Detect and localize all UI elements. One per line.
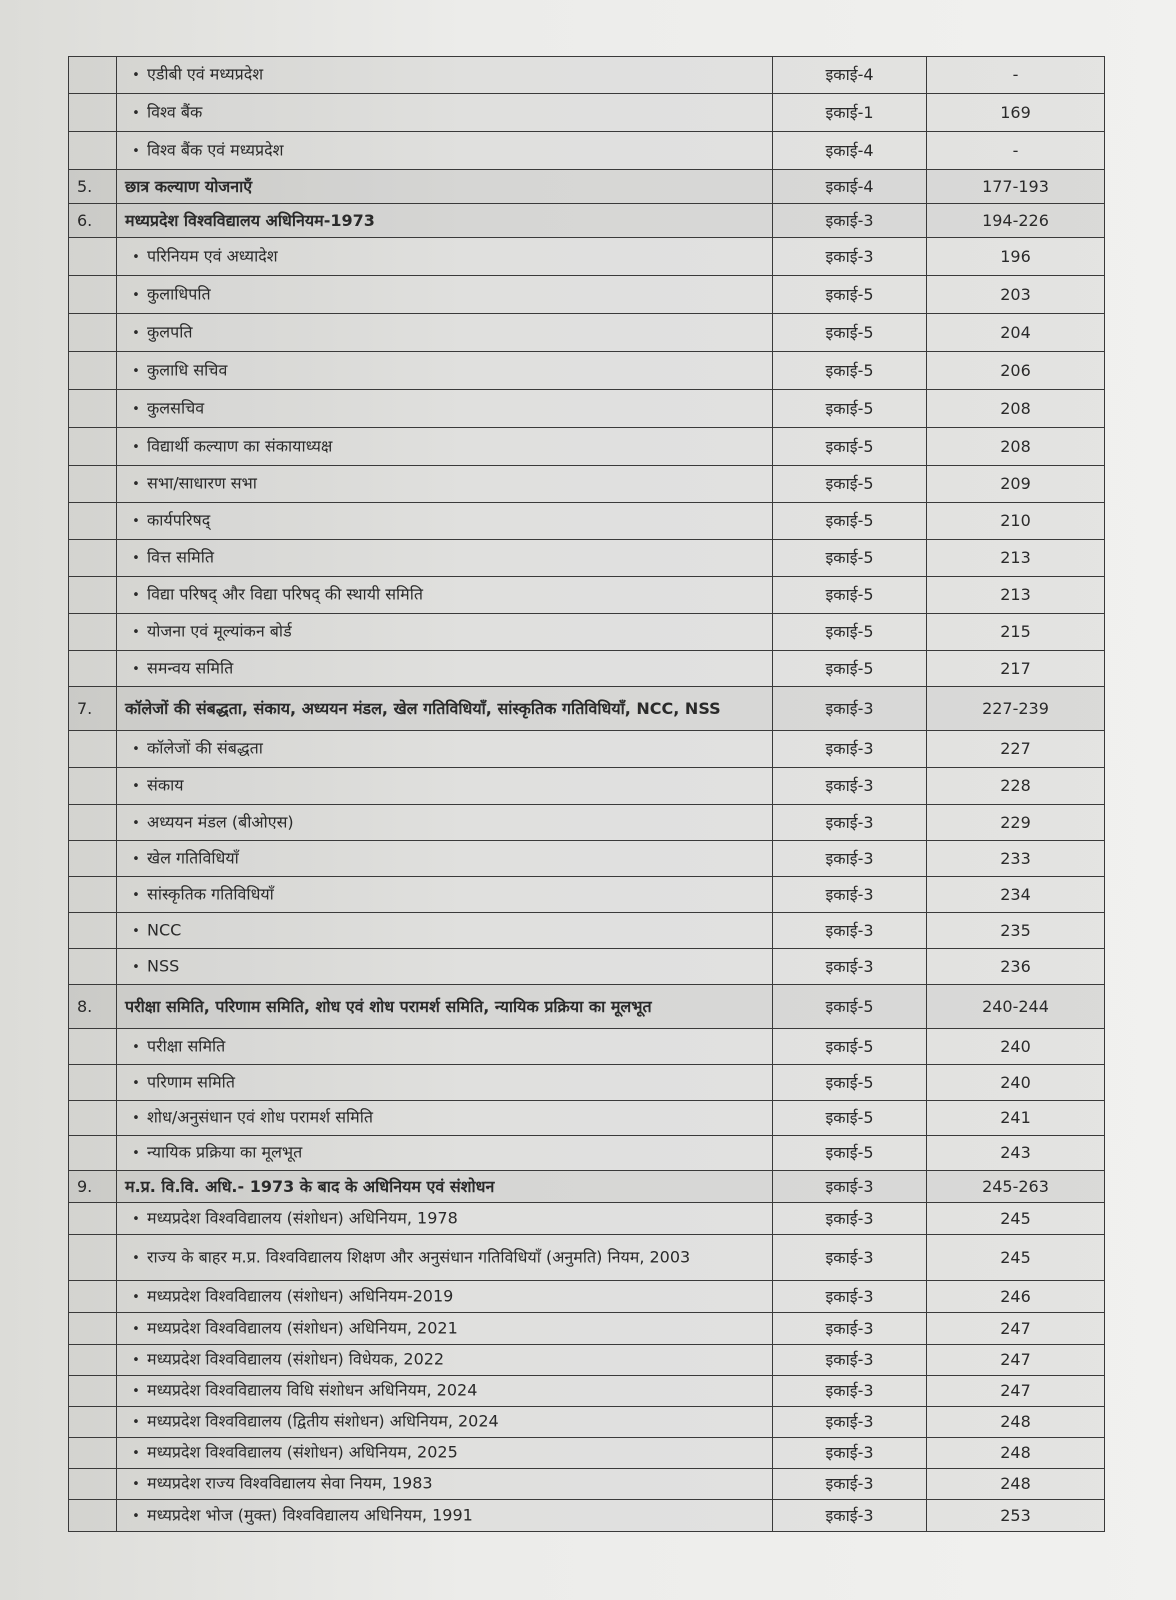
chapter-number bbox=[69, 1345, 117, 1376]
unit-label: इकाई-3 bbox=[773, 949, 927, 985]
chapter-number bbox=[69, 1136, 117, 1171]
subtopic-title bbox=[117, 540, 773, 577]
topic-text: मध्यप्रदेश भोज (मुक्त) विश्वविद्यालय अधिनियम, 1991 bbox=[147, 1505, 473, 1524]
unit-label: इकाई-3 bbox=[773, 805, 927, 841]
topic-text: विश्व बैंक एवं मध्यप्रदेश bbox=[147, 140, 284, 159]
page-number: 253 bbox=[927, 1500, 1105, 1532]
unit-label: इकाई-4 bbox=[773, 132, 927, 170]
subtopic-row bbox=[69, 540, 1105, 577]
topic-text: राज्य के बाहर म.प्र. विश्वविद्यालय शिक्षण और अनुसंधान गतिविधियाँ (अनुमति) नियम, 2003 bbox=[147, 1247, 691, 1266]
topic-text: मध्यप्रदेश विश्वविद्यालय (द्वितीय संशोधन) अधिनियम, 2024 bbox=[147, 1411, 499, 1431]
subtopic-row bbox=[69, 1469, 1105, 1500]
topic-text: NSS bbox=[147, 956, 180, 975]
unit-label: इकाई-3 bbox=[773, 1438, 927, 1469]
unit-label: इकाई-5 bbox=[773, 352, 927, 390]
chapter-number bbox=[69, 949, 117, 985]
subtopic-title bbox=[117, 805, 773, 841]
unit-label: इकाई-5 bbox=[773, 1101, 927, 1136]
chapter-number bbox=[69, 132, 117, 170]
subtopic-row bbox=[69, 841, 1105, 877]
bullet-icon: • bbox=[132, 514, 140, 529]
subtopic-row bbox=[69, 132, 1105, 170]
topic-text: मध्यप्रदेश विश्वविद्यालय विधि संशोधन अधिनियम, 2024 bbox=[147, 1380, 478, 1400]
subtopic-title bbox=[117, 1469, 773, 1500]
bullet-icon: • bbox=[132, 477, 140, 492]
page-number: 213 bbox=[927, 540, 1105, 577]
topic-text: परीक्षा समिति, परिणाम समिति, शोध एवं शोध परामर्श समिति, न्यायिक प्रक्रिया का मूलभूत bbox=[125, 996, 652, 1016]
unit-label: इकाई-5 bbox=[773, 466, 927, 503]
subtopic-title bbox=[117, 1407, 773, 1438]
chapter-number bbox=[69, 768, 117, 805]
chapter-number bbox=[69, 1203, 117, 1235]
chapter-row bbox=[69, 170, 1105, 204]
subtopic-row bbox=[69, 57, 1105, 94]
subtopic-row bbox=[69, 390, 1105, 428]
bullet-icon: • bbox=[132, 959, 140, 975]
page-number: 236 bbox=[927, 949, 1105, 985]
unit-label: इकाई-5 bbox=[773, 276, 927, 314]
unit-label: इकाई-3 bbox=[773, 841, 927, 877]
topic-text: कॉलेजों की संबद्धता bbox=[147, 738, 263, 758]
unit-label: इकाई-5 bbox=[773, 314, 927, 352]
subtopic-row bbox=[69, 1101, 1105, 1136]
subtopic-title bbox=[117, 614, 773, 651]
subtopic-title bbox=[117, 1376, 773, 1407]
chapter-number bbox=[69, 1235, 117, 1281]
unit-label: इकाई-3 bbox=[773, 1345, 927, 1376]
unit-label: इकाई-3 bbox=[773, 877, 927, 913]
topic-text: समन्वय समिति bbox=[147, 658, 234, 677]
chapter-number bbox=[69, 913, 117, 949]
chapter-number bbox=[69, 805, 117, 841]
subtopic-title bbox=[117, 390, 773, 428]
page-number: 209 bbox=[927, 466, 1105, 503]
bullet-icon: • bbox=[132, 401, 140, 417]
page-number: 210 bbox=[927, 503, 1105, 540]
unit-label: इकाई-3 bbox=[773, 238, 927, 276]
subtopic-title bbox=[117, 577, 773, 614]
unit-label: इकाई-5 bbox=[773, 651, 927, 687]
subtopic-row bbox=[69, 1376, 1105, 1407]
page-number: 248 bbox=[927, 1469, 1105, 1500]
bullet-icon: • bbox=[132, 1250, 140, 1266]
bullet-icon: • bbox=[132, 887, 140, 903]
topic-text: शोध/अनुसंधान एवं शोध परामर्श समिति bbox=[147, 1107, 374, 1127]
subtopic-row bbox=[69, 1313, 1105, 1345]
topic-text: खेल गतिविधियाँ bbox=[147, 848, 239, 867]
bullet-icon: • bbox=[132, 325, 140, 341]
unit-label: इकाई-3 bbox=[773, 1281, 927, 1313]
unit-label: इकाई-3 bbox=[773, 1500, 927, 1532]
page-number: 208 bbox=[927, 390, 1105, 428]
subtopic-title bbox=[117, 768, 773, 805]
unit-label: इकाई-3 bbox=[773, 204, 927, 238]
page-number: 247 bbox=[927, 1345, 1105, 1376]
unit-label: इकाई-3 bbox=[773, 1313, 927, 1345]
topic-text: कुलाधिपति bbox=[147, 284, 211, 303]
page-number: 235 bbox=[927, 913, 1105, 949]
bullet-icon: • bbox=[132, 661, 140, 677]
topic-text: न्यायिक प्रक्रिया का मूलभूत bbox=[147, 1142, 303, 1162]
bullet-icon: • bbox=[132, 1211, 140, 1227]
subtopic-title bbox=[117, 314, 773, 352]
subtopic-title bbox=[117, 1500, 773, 1532]
page-number: 241 bbox=[927, 1101, 1105, 1136]
unit-label: इकाई-4 bbox=[773, 57, 927, 94]
chapter-row bbox=[69, 204, 1105, 238]
unit-label: इकाई-3 bbox=[773, 1376, 927, 1407]
bullet-icon: • bbox=[132, 1146, 140, 1161]
subtopic-row bbox=[69, 1203, 1105, 1235]
subtopic-row bbox=[69, 1235, 1105, 1281]
subtopic-title bbox=[117, 1235, 773, 1281]
subtopic-row bbox=[69, 503, 1105, 540]
contents-table bbox=[68, 56, 1105, 1532]
subtopic-row bbox=[69, 651, 1105, 687]
chapter-number bbox=[69, 1313, 117, 1345]
chapter-number bbox=[69, 841, 117, 877]
subtopic-row bbox=[69, 94, 1105, 132]
subtopic-row bbox=[69, 314, 1105, 352]
chapter-number bbox=[69, 466, 117, 503]
topic-text: छात्र कल्याण योजनाएँ bbox=[125, 176, 253, 196]
unit-label: इकाई-5 bbox=[773, 1065, 927, 1101]
chapter-number bbox=[69, 540, 117, 577]
page-number: 245-263 bbox=[927, 1171, 1105, 1203]
topic-text: कार्यपरिषद् bbox=[147, 510, 211, 530]
topic-text: मध्यप्रदेश विश्वविद्यालय अधिनियम-1973 bbox=[125, 210, 375, 230]
subtopic-title bbox=[117, 1136, 773, 1171]
chapter-number: 6. bbox=[69, 204, 117, 238]
bullet-icon: • bbox=[132, 779, 140, 794]
subtopic-title bbox=[117, 731, 773, 768]
subtopic-title bbox=[117, 949, 773, 985]
topic-text: NCC bbox=[147, 920, 182, 939]
page-number: 169 bbox=[927, 94, 1105, 132]
subtopic-row bbox=[69, 731, 1105, 768]
page-number: 247 bbox=[927, 1313, 1105, 1345]
chapter-number bbox=[69, 1376, 117, 1407]
page-number: 227-239 bbox=[927, 687, 1105, 731]
topic-text: परिनियम एवं अध्यादेश bbox=[147, 246, 278, 265]
chapter-title bbox=[117, 204, 773, 238]
bullet-icon: • bbox=[132, 551, 140, 566]
subtopic-title bbox=[117, 94, 773, 132]
subtopic-title bbox=[117, 352, 773, 390]
bullet-icon: • bbox=[132, 742, 140, 757]
bullet-icon: • bbox=[132, 851, 140, 867]
topic-text: परीक्षा समिति bbox=[147, 1036, 226, 1055]
page-number: 196 bbox=[927, 238, 1105, 276]
bullet-icon: • bbox=[132, 1446, 140, 1461]
page-number: 208 bbox=[927, 428, 1105, 466]
page-number: 233 bbox=[927, 841, 1105, 877]
chapter-number bbox=[69, 57, 117, 94]
subtopic-title bbox=[117, 503, 773, 540]
subtopic-row bbox=[69, 238, 1105, 276]
topic-text: अध्ययन मंडल (बीओएस) bbox=[147, 812, 294, 831]
page-number: 215 bbox=[927, 614, 1105, 651]
subtopic-title bbox=[117, 428, 773, 466]
topic-text: परिणाम समिति bbox=[147, 1072, 235, 1091]
page-number: 246 bbox=[927, 1281, 1105, 1313]
unit-label: इकाई-3 bbox=[773, 768, 927, 805]
bullet-icon: • bbox=[132, 1384, 140, 1399]
bullet-icon: • bbox=[132, 1477, 140, 1492]
unit-label: इकाई-3 bbox=[773, 1469, 927, 1500]
page-number: 229 bbox=[927, 805, 1105, 841]
subtopic-row bbox=[69, 352, 1105, 390]
chapter-number bbox=[69, 1469, 117, 1500]
topic-text: वित्त समिति bbox=[147, 547, 214, 567]
page-number: 194-226 bbox=[927, 204, 1105, 238]
chapter-number bbox=[69, 651, 117, 687]
subtopic-title bbox=[117, 1281, 773, 1313]
chapter-number bbox=[69, 614, 117, 651]
topic-text: मध्यप्रदेश विश्वविद्यालय (संशोधन) अधिनियम, 2021 bbox=[147, 1318, 458, 1337]
subtopic-row bbox=[69, 877, 1105, 913]
chapter-number bbox=[69, 731, 117, 768]
subtopic-title bbox=[117, 238, 773, 276]
chapter-title bbox=[117, 687, 773, 731]
chapter-number bbox=[69, 276, 117, 314]
unit-label: इकाई-5 bbox=[773, 1029, 927, 1065]
page-number: 177-193 bbox=[927, 170, 1105, 204]
chapter-title bbox=[117, 170, 773, 204]
subtopic-row bbox=[69, 1345, 1105, 1376]
unit-label: इकाई-3 bbox=[773, 731, 927, 768]
subtopic-title bbox=[117, 651, 773, 687]
bullet-icon: • bbox=[132, 1289, 140, 1305]
bullet-icon: • bbox=[132, 68, 140, 83]
topic-text: योजना एवं मूल्यांकन बोर्ड bbox=[147, 621, 292, 641]
unit-label: इकाई-3 bbox=[773, 1407, 927, 1438]
page-number: 217 bbox=[927, 651, 1105, 687]
unit-label: इकाई-3 bbox=[773, 687, 927, 731]
page-number: 245 bbox=[927, 1235, 1105, 1281]
topic-text: कॉलेजों की संबद्धता, संकाय, अध्ययन मंडल, खेल गतिविधियाँ, सांस्कृतिक गतिविधियाँ, NCC, NSS bbox=[125, 698, 721, 718]
subtopic-row bbox=[69, 1136, 1105, 1171]
bullet-icon: • bbox=[132, 1508, 140, 1524]
unit-label: इकाई-4 bbox=[773, 170, 927, 204]
bullet-icon: • bbox=[132, 105, 140, 121]
page-number: 240 bbox=[927, 1065, 1105, 1101]
topic-text: कुलसचिव bbox=[147, 398, 205, 417]
subtopic-row bbox=[69, 577, 1105, 614]
subtopic-row bbox=[69, 949, 1105, 985]
page-number: 203 bbox=[927, 276, 1105, 314]
bullet-icon: • bbox=[132, 287, 140, 303]
bullet-icon: • bbox=[132, 363, 140, 379]
subtopic-row bbox=[69, 1438, 1105, 1469]
unit-label: इकाई-5 bbox=[773, 428, 927, 466]
subtopic-row bbox=[69, 1500, 1105, 1532]
bullet-icon: • bbox=[132, 1039, 140, 1055]
topic-text: विद्यार्थी कल्याण का संकायाध्यक्ष bbox=[147, 436, 333, 455]
subtopic-row bbox=[69, 768, 1105, 805]
chapter-row bbox=[69, 1171, 1105, 1203]
subtopic-title bbox=[117, 1313, 773, 1345]
subtopic-row bbox=[69, 428, 1105, 466]
topic-text: सभा/साधारण सभा bbox=[147, 473, 257, 493]
page-number: 228 bbox=[927, 768, 1105, 805]
bullet-icon: • bbox=[132, 1321, 140, 1337]
subtopic-row bbox=[69, 805, 1105, 841]
bullet-icon: • bbox=[132, 143, 140, 159]
subtopic-title bbox=[117, 57, 773, 94]
chapter-title bbox=[117, 1171, 773, 1203]
page-number: 227 bbox=[927, 731, 1105, 768]
bullet-icon: • bbox=[132, 923, 140, 939]
bullet-icon: • bbox=[132, 815, 140, 831]
subtopic-title bbox=[117, 841, 773, 877]
chapter-number bbox=[69, 1029, 117, 1065]
chapter-number bbox=[69, 877, 117, 913]
subtopic-row bbox=[69, 466, 1105, 503]
unit-label: इकाई-5 bbox=[773, 614, 927, 651]
bullet-icon: • bbox=[132, 439, 140, 455]
topic-text: संकाय bbox=[147, 775, 184, 795]
page-number: 234 bbox=[927, 877, 1105, 913]
subtopic-title bbox=[117, 913, 773, 949]
subtopic-title bbox=[117, 132, 773, 170]
page-number: - bbox=[927, 57, 1105, 94]
chapter-number bbox=[69, 1500, 117, 1532]
page-number: 213 bbox=[927, 577, 1105, 614]
subtopic-title bbox=[117, 276, 773, 314]
page-number: 245 bbox=[927, 1203, 1105, 1235]
subtopic-row bbox=[69, 913, 1105, 949]
bullet-icon: • bbox=[132, 588, 140, 603]
chapter-number bbox=[69, 390, 117, 428]
unit-label: इकाई-3 bbox=[773, 1235, 927, 1281]
subtopic-row bbox=[69, 1281, 1105, 1313]
chapter-number bbox=[69, 1065, 117, 1101]
subtopic-title bbox=[117, 1438, 773, 1469]
topic-text: सांस्कृतिक गतिविधियाँ bbox=[147, 884, 274, 903]
subtopic-title bbox=[117, 1029, 773, 1065]
page-number: 206 bbox=[927, 352, 1105, 390]
page-number: 240 bbox=[927, 1029, 1105, 1065]
topic-text: कुलपति bbox=[147, 322, 193, 341]
subtopic-title bbox=[117, 877, 773, 913]
page-number: 204 bbox=[927, 314, 1105, 352]
bullet-icon: • bbox=[132, 1111, 140, 1126]
unit-label: इकाई-5 bbox=[773, 577, 927, 614]
unit-label: इकाई-5 bbox=[773, 503, 927, 540]
topic-text: कुलाधि सचिव bbox=[147, 360, 228, 379]
unit-label: इकाई-5 bbox=[773, 1136, 927, 1171]
topic-text: मध्यप्रदेश विश्वविद्यालय (संशोधन) अधिनियम-2019 bbox=[147, 1286, 454, 1305]
subtopic-row bbox=[69, 1407, 1105, 1438]
chapter-number bbox=[69, 352, 117, 390]
topic-text: मध्यप्रदेश विश्वविद्यालय (संशोधन) अधिनियम, 1978 bbox=[147, 1208, 458, 1227]
chapter-number bbox=[69, 94, 117, 132]
chapter-number bbox=[69, 314, 117, 352]
chapter-number: 7. bbox=[69, 687, 117, 731]
topic-text: विश्व बैंक bbox=[147, 102, 203, 121]
chapter-number bbox=[69, 1281, 117, 1313]
page-number: 248 bbox=[927, 1438, 1105, 1469]
topic-text: मध्यप्रदेश राज्य विश्वविद्यालय सेवा नियम, 1983 bbox=[147, 1473, 433, 1493]
unit-label: इकाई-3 bbox=[773, 913, 927, 949]
subtopic-row bbox=[69, 614, 1105, 651]
topic-text: मध्यप्रदेश विश्वविद्यालय (संशोधन) अधिनियम, 2025 bbox=[147, 1442, 458, 1462]
contents-table-body bbox=[69, 57, 1105, 1532]
chapter-number bbox=[69, 428, 117, 466]
unit-label: इकाई-3 bbox=[773, 1203, 927, 1235]
subtopic-row bbox=[69, 276, 1105, 314]
subtopic-row bbox=[69, 1029, 1105, 1065]
unit-label: इकाई-1 bbox=[773, 94, 927, 132]
bullet-icon: • bbox=[132, 1415, 140, 1430]
topic-text: म.प्र. वि.वि. अधि.- 1973 के बाद के अधिनियम एवं संशोधन bbox=[125, 1176, 495, 1196]
page-number: 248 bbox=[927, 1407, 1105, 1438]
subtopic-title bbox=[117, 1345, 773, 1376]
unit-label: इकाई-5 bbox=[773, 985, 927, 1029]
bullet-icon: • bbox=[132, 1353, 140, 1368]
bullet-icon: • bbox=[132, 249, 140, 265]
chapter-number bbox=[69, 1438, 117, 1469]
unit-label: इकाई-3 bbox=[773, 1171, 927, 1203]
chapter-number: 5. bbox=[69, 170, 117, 204]
chapter-row bbox=[69, 687, 1105, 731]
chapter-number: 9. bbox=[69, 1171, 117, 1203]
chapter-number bbox=[69, 1101, 117, 1136]
page-number: - bbox=[927, 132, 1105, 170]
chapter-title bbox=[117, 985, 773, 1029]
topic-text: मध्यप्रदेश विश्वविद्यालय (संशोधन) विधेयक, 2022 bbox=[147, 1349, 445, 1369]
subtopic-title bbox=[117, 466, 773, 503]
chapter-number: 8. bbox=[69, 985, 117, 1029]
subtopic-title bbox=[117, 1203, 773, 1235]
topic-text: विद्या परिषद् और विद्या परिषद् की स्थायी समिति bbox=[147, 584, 424, 604]
topic-text: एडीबी एवं मध्यप्रदेश bbox=[147, 64, 264, 84]
chapter-number bbox=[69, 503, 117, 540]
subtopic-title bbox=[117, 1065, 773, 1101]
chapter-number bbox=[69, 238, 117, 276]
page-number: 243 bbox=[927, 1136, 1105, 1171]
chapter-number bbox=[69, 577, 117, 614]
bullet-icon: • bbox=[132, 625, 140, 640]
chapter-row bbox=[69, 985, 1105, 1029]
bullet-icon: • bbox=[132, 1075, 140, 1091]
page-number: 247 bbox=[927, 1376, 1105, 1407]
chapter-number bbox=[69, 1407, 117, 1438]
subtopic-title bbox=[117, 1101, 773, 1136]
subtopic-row bbox=[69, 1065, 1105, 1101]
unit-label: इकाई-5 bbox=[773, 390, 927, 428]
unit-label: इकाई-5 bbox=[773, 540, 927, 577]
page-number: 240-244 bbox=[927, 985, 1105, 1029]
